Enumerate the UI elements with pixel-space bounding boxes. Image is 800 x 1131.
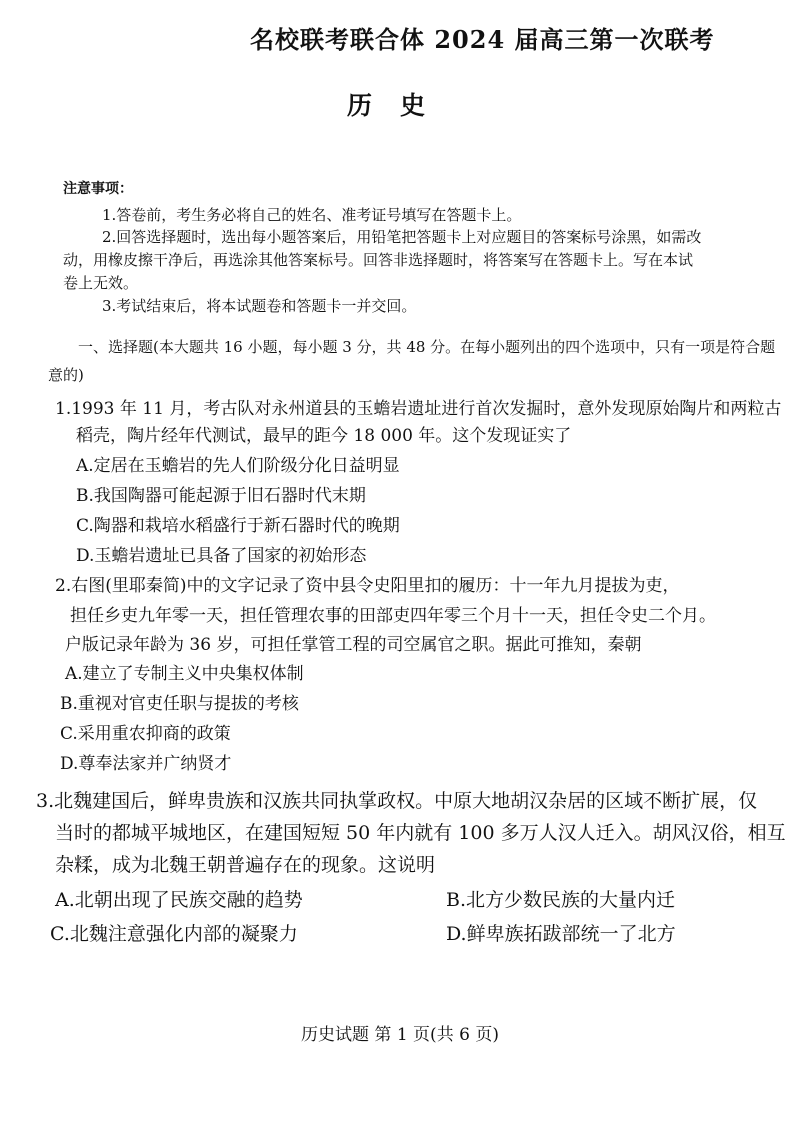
- question-2-option-c: C.采用重农抑商的政策: [60, 724, 231, 744]
- notice-heading: 注意事项：: [63, 181, 133, 197]
- question-3-stem: 3.北魏建国后，鲜卑贵族和汉族共同执掌政权。中原大地胡汉杂居的区域不断扩展，仅: [36, 790, 758, 812]
- question-1-stem: 1.1993 年 11 月，考古队对永州道县的玉蟾岩遗址进行首次发掘时，意外发现原始陶片和两粒古: [55, 399, 782, 419]
- section-heading: 一、选择题(本大题共 16 小题，每小题 3 分，共 48 分。在每小题列出的四个选项中，只有一项是符合题意的): [48, 338, 776, 384]
- question-3-option-b: B.北方少数民族的大量内迁: [446, 889, 676, 911]
- question-2-stem: 担任乡吏九年零一天，担任管理农事的田部吏四年零三个月十一天，担任令史二个月。: [70, 606, 716, 626]
- notice-item: 卷上无效。: [63, 274, 139, 292]
- question-3-stem: 杂糅，成为北魏王朝普遍存在的现象。这说明: [55, 854, 436, 876]
- notice-item: 动，用橡皮擦干净后，再选涂其他答案标号。回答非选择题时，将答案写在答题卡上。写在本试: [63, 251, 694, 269]
- question-1-option-d: D.玉蟾岩遗址已具备了国家的初始形态: [76, 546, 367, 566]
- question-1-option-b: B.我国陶器可能起源于旧石器时代末期: [76, 486, 366, 506]
- question-3-option-a: A.北朝出现了民族交融的趋势: [55, 889, 303, 911]
- exam-title: 名校联考联合体 2024 届高三第一次联考: [250, 25, 715, 54]
- notice-item: 3.考试结束后，将本试题卷和答题卡一并交回。: [102, 297, 417, 315]
- page-footer: 历史试题 第 1 页(共 6 页): [301, 1025, 499, 1045]
- question-2-stem: 2.右图(里耶秦简)中的文字记录了资中县令史阳里扣的履历：十一年九月提拔为吏，: [55, 576, 680, 596]
- notice-item: 2.回答选择题时，选出每小题答案后，用铅笔把答题卡上对应题目的答案标号涂黑，如需改: [102, 228, 702, 246]
- question-3-stem: 当时的都城平城地区，在建国短短 50 年内就有 100 多万人汉人迁入。胡风汉俗，相互: [55, 822, 786, 844]
- question-3-option-d: D.鲜卑族拓跋部统一了北方: [446, 923, 676, 945]
- question-2-stem: 户版记录年龄为 36 岁，可担任掌管工程的司空属官之职。据此可推知，秦朝: [65, 635, 642, 655]
- notice-item: 1.答卷前，考生务必将自己的姓名、准考证号填写在答题卡上。: [102, 206, 522, 224]
- question-3-option-c: C.北魏注意强化内部的凝聚力: [50, 923, 298, 945]
- question-2-option-b: B.重视对官吏任职与提拔的考核: [60, 694, 299, 714]
- question-1-option-c: C.陶器和栽培水稻盛行于新石器时代的晚期: [76, 516, 400, 536]
- question-2-option-d: D.尊奉法家并广纳贤才: [60, 754, 232, 774]
- subject-title: 历史: [346, 91, 453, 120]
- question-2-option-a: A.建立了专制主义中央集权体制: [65, 664, 304, 684]
- question-1-option-a: A.定居在玉蟾岩的先人们阶级分化日益明显: [76, 456, 400, 476]
- question-1-stem: 稻壳，陶片经年代测试，最早的距今 18 000 年。这个发现证实了: [76, 426, 572, 446]
